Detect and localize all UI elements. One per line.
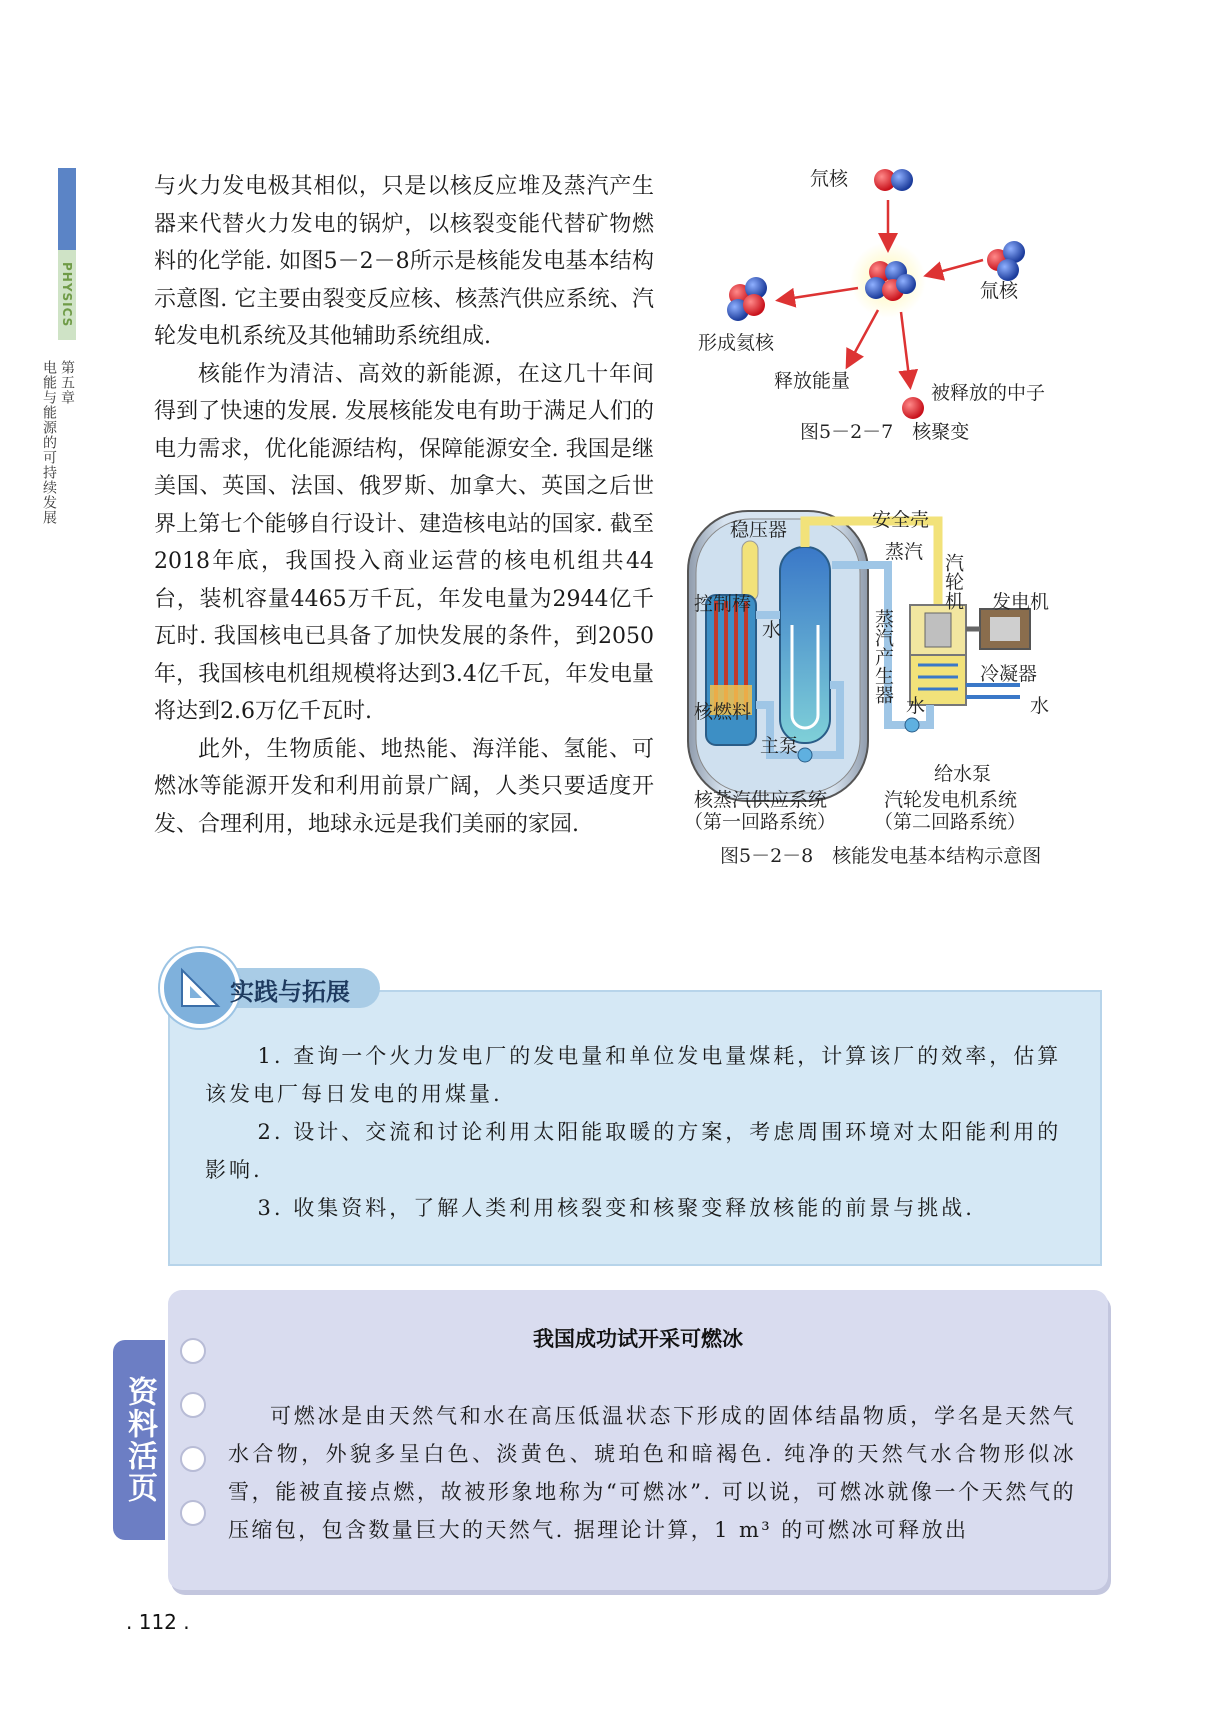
- label-energy: 释放能量: [774, 370, 851, 392]
- label-turbine: 汽轮机: [942, 553, 964, 610]
- label-fuel: 核燃料: [694, 701, 752, 723]
- feedwater-pump: [905, 718, 919, 732]
- practice-list: [205, 1037, 1075, 1227]
- helium-nucleon: [743, 294, 765, 316]
- side-subject-label: PHYSICS: [58, 250, 76, 340]
- paragraph: 可燃冰是由天然气和水在高压低温状态下形成的固体结晶物质，学名是天然气水合物，外貌多呈白色、淡黄色、琥珀色和暗褐色. 纯净的天然气水合物形似冰雪，能被直接点燃，故被形象地称为“可燃冰”. 可以说，可燃冰就像一个天然气的压缩包，包含数量巨大的天然气. 据理论计算，1 m³ 的可燃冰可释放出: [228, 1404, 1076, 1542]
- system1-title: 核蒸汽供应系统: [694, 789, 828, 811]
- system2-title: 汽轮发电机系统: [884, 789, 1018, 811]
- practice-icon: [160, 948, 240, 1028]
- arrow: [928, 260, 983, 275]
- paragraph: 此外，生物质能、地热能、海洋能、氢能、可燃冰等能源开发和利用前景广阔，人类只要适度开发、合理利用，地球永远是我们美丽的家园.: [154, 736, 654, 837]
- binder-ring-icon: [180, 1446, 206, 1472]
- binder-ring-icon: [180, 1392, 206, 1418]
- label-control-rod: 控制棒: [694, 593, 752, 615]
- label-helium: 形成氦核: [698, 332, 775, 354]
- caption-reactor: 图5－2－8 核能发电基本结构示意图: [720, 845, 1042, 867]
- paragraph: 核能作为清洁、高效的新能源，在这几十年间得到了快速的发展. 发展核能发电有助于满足人们的电力需求，优化能源结构，保障能源安全. 我国是继美国、英国、法国、俄罗斯、加拿大、英国之后世界上第七个能够自行设计、建造核电站的国家. 截至2018年底，我国投入商业运营的核电机组共44台，装机容量4465万千瓦，年发电量为2944亿千瓦时. 我国核电已具备了加快发展的条件，到2050年，我国核电机组规模将达到3.4亿千瓦，年发电量将达到2.6万亿千瓦时.: [154, 361, 654, 724]
- label-deuterium: 氘核: [810, 168, 849, 190]
- label-condenser: 冷凝器: [980, 663, 1038, 685]
- reactor-figure: [680, 505, 1080, 925]
- ruler-triangle-icon: [164, 952, 236, 1024]
- list-item: 3. 收集资料，了解人类利用核裂变和核聚变释放核能的前景与挑战.: [257, 1196, 975, 1220]
- label-tritium: 氚核: [980, 280, 1019, 302]
- label-neutron: 被释放的中子: [931, 382, 1046, 404]
- side-chapter-label: [41, 360, 76, 525]
- info-text: [228, 1397, 1076, 1549]
- label-water-out: 水: [1030, 695, 1050, 717]
- main-text: [154, 168, 654, 843]
- list-item: 1. 查询一个火力发电厂的发电量和单位发电量煤耗，计算该厂的效率，估算该发电厂每日发电的用煤量.: [205, 1044, 1062, 1106]
- label-steam-generator: 蒸汽产生器: [872, 609, 894, 704]
- generator-core: [990, 617, 1020, 641]
- paragraph: 与火力发电极其相似，只是以核反应堆及蒸汽产生器来代替火力发电的锅炉，以核裂变能代替矿物燃料的化学能. 如图5－2－8所示是核能发电基本结构示意图. 它主要由裂变反应核、核蒸汽供应系统、汽轮发电机系统及其他辅助系统组成.: [154, 174, 654, 349]
- fusion-figure: [688, 160, 1068, 470]
- chapter-number: 第五章: [59, 360, 75, 405]
- label-steam: 蒸汽: [885, 541, 924, 563]
- label-pump: 主泵: [760, 735, 799, 757]
- label-generator: 发电机: [992, 591, 1050, 613]
- info-tab: 资料活页: [113, 1340, 165, 1540]
- label-feedwater-pump: 给水泵: [934, 763, 992, 785]
- system1-subtitle: （第一回路系统）: [684, 811, 837, 833]
- info-title: 我国成功试开采可燃冰: [533, 1327, 743, 1351]
- steam-generator: [780, 547, 830, 743]
- cooling-water-pipe: [966, 685, 1020, 697]
- system2-subtitle: （第二回路系统）: [874, 811, 1027, 833]
- center-nucleon: [896, 274, 916, 294]
- list-item: 2. 设计、交流和讨论利用太阳能取暖的方案，考虑周围环境对太阳能利用的影响.: [205, 1120, 1062, 1182]
- label-water: 水: [906, 695, 926, 717]
- released-neutron: [902, 397, 924, 419]
- arrow: [780, 288, 858, 300]
- page-number: . 112 .: [126, 1610, 190, 1634]
- arrow: [848, 310, 878, 365]
- practice-title: 实践与拓展: [230, 978, 350, 1006]
- label-water: 水: [762, 619, 782, 641]
- label-shell: 安全壳: [872, 509, 930, 531]
- label-pressurizer: 稳压器: [730, 519, 788, 541]
- turbine-rotor: [925, 613, 951, 647]
- arrow: [901, 312, 910, 385]
- deuterium-neutron: [891, 169, 913, 191]
- main-pump: [798, 748, 812, 762]
- chapter-title: 电能与能源的可持续发展: [41, 360, 57, 525]
- caption-fusion: 图5－2－7 核聚变: [800, 421, 970, 443]
- binder-ring-icon: [180, 1500, 206, 1526]
